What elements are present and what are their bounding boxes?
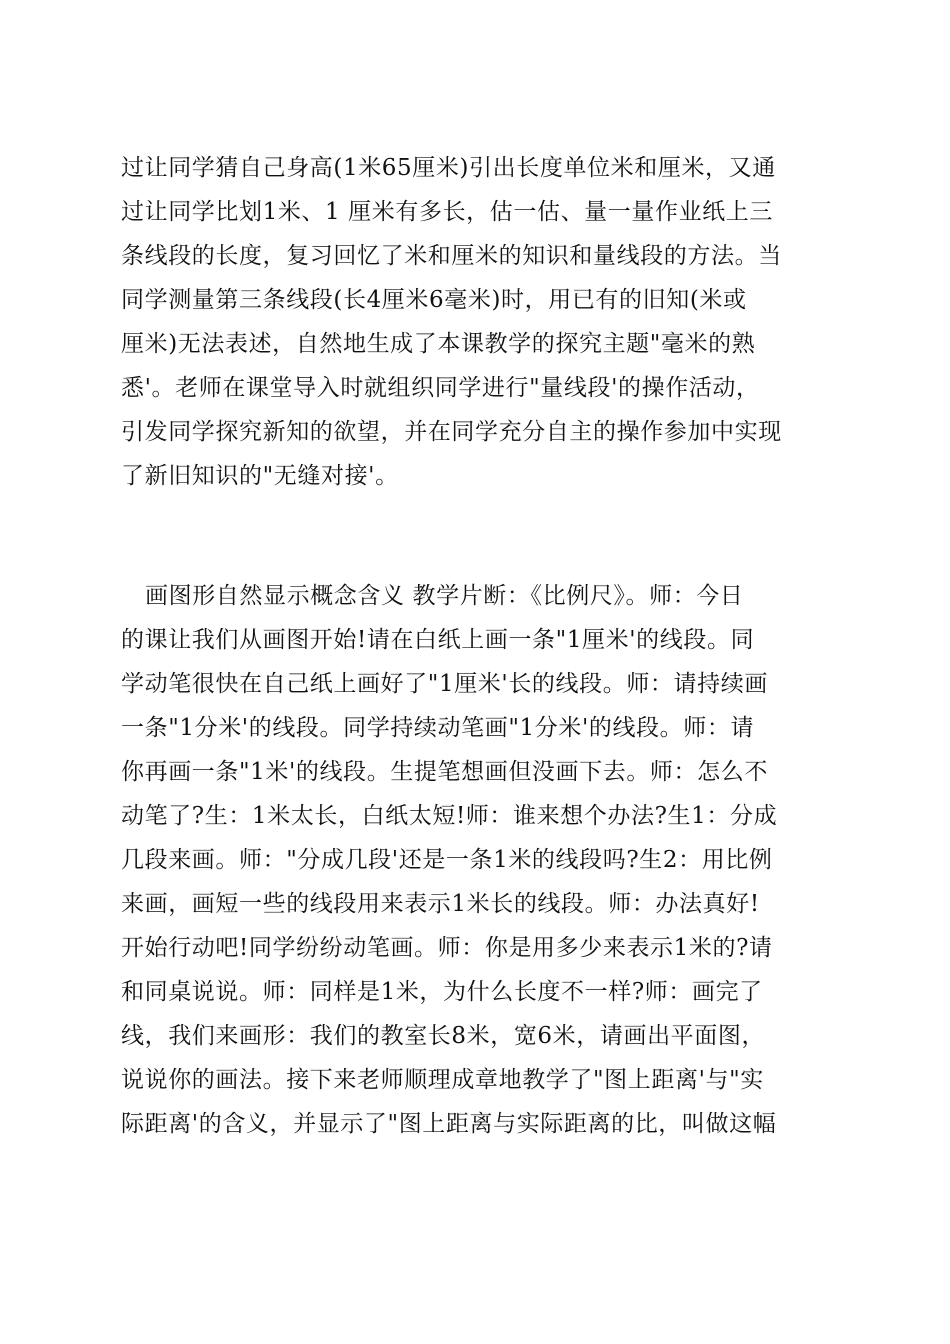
paragraph-2 (121, 574, 833, 1146)
text-line: 际距离'的含义，并显示了"图上距离与实际距离的比，叫做这幅 (121, 1111, 777, 1137)
text-line: 开始行动吧!同学纷纷动笔画。师：你是用多少来表示1米的?请 (121, 935, 773, 961)
text-line: 说说你的画法。接下来老师顺理成章地教学了"图上距离'与"实 (121, 1067, 764, 1093)
paragraph-1 (121, 146, 833, 498)
text-line: 了新旧知识的"无缝对接'。 (121, 463, 399, 489)
text-line: 和同桌说说。师：同样是1米，为什么长度不一样?师：画完了 (121, 979, 763, 1005)
text-line: 过让同学比划1米、1 厘米有多长，估一估、量一量作业纸上三 (121, 199, 773, 225)
text-line: 过让同学猜自己身高(1米65厘米)引出长度单位米和厘米，又通 (121, 155, 776, 181)
text-line: 引发同学探究新知的欲望，并在同学充分自主的操作参加中实现 (121, 419, 782, 445)
text-line: 几段来画。师："分成几段'还是一条1米的线段吗?生2：用比例 (121, 847, 773, 873)
text-line: 学动笔很快在自己纸上画好了"1厘米'长的线段。师：请持续画 (121, 671, 768, 697)
text-line: 来画，画短一些的线段用来表示1米长的线段。师：办法真好! (121, 891, 760, 917)
text-line: 的课让我们从画图开始!请在白纸上画一条"1厘米'的线段。同 (121, 627, 755, 653)
text-line: 一条"1分米'的线段。同学持续动笔画"1分米'的线段。师：请 (121, 715, 755, 741)
text-line: 厘米)无法表述，自然地生成了本课教学的探究主题"毫米的熟 (121, 331, 756, 357)
text-line: 动笔了?生：1米太长，白纸太短!师：谁来想个办法?生1：分成 (121, 803, 778, 829)
text-line: 线，我们来画形：我们的教室长8米，宽6米，请画出平面图， (121, 1023, 766, 1049)
text-line: 条线段的长度，复习回忆了米和厘米的知识和量线段的方法。当 (121, 243, 782, 269)
text-line: 画图形自然显示概念含义 教学片断：《比例尺》。师：今日 (145, 583, 744, 609)
text-line: 同学测量第三条线段(长4厘米6毫米)时，用已有的旧知(米或 (121, 287, 747, 313)
text-line: 你再画一条"1米'的线段。生提笔想画但没画下去。师：怎么不 (121, 759, 768, 785)
text-line: 悉'。老师在课堂导入时就组织同学进行"量线段'的操作活动， (121, 375, 760, 401)
